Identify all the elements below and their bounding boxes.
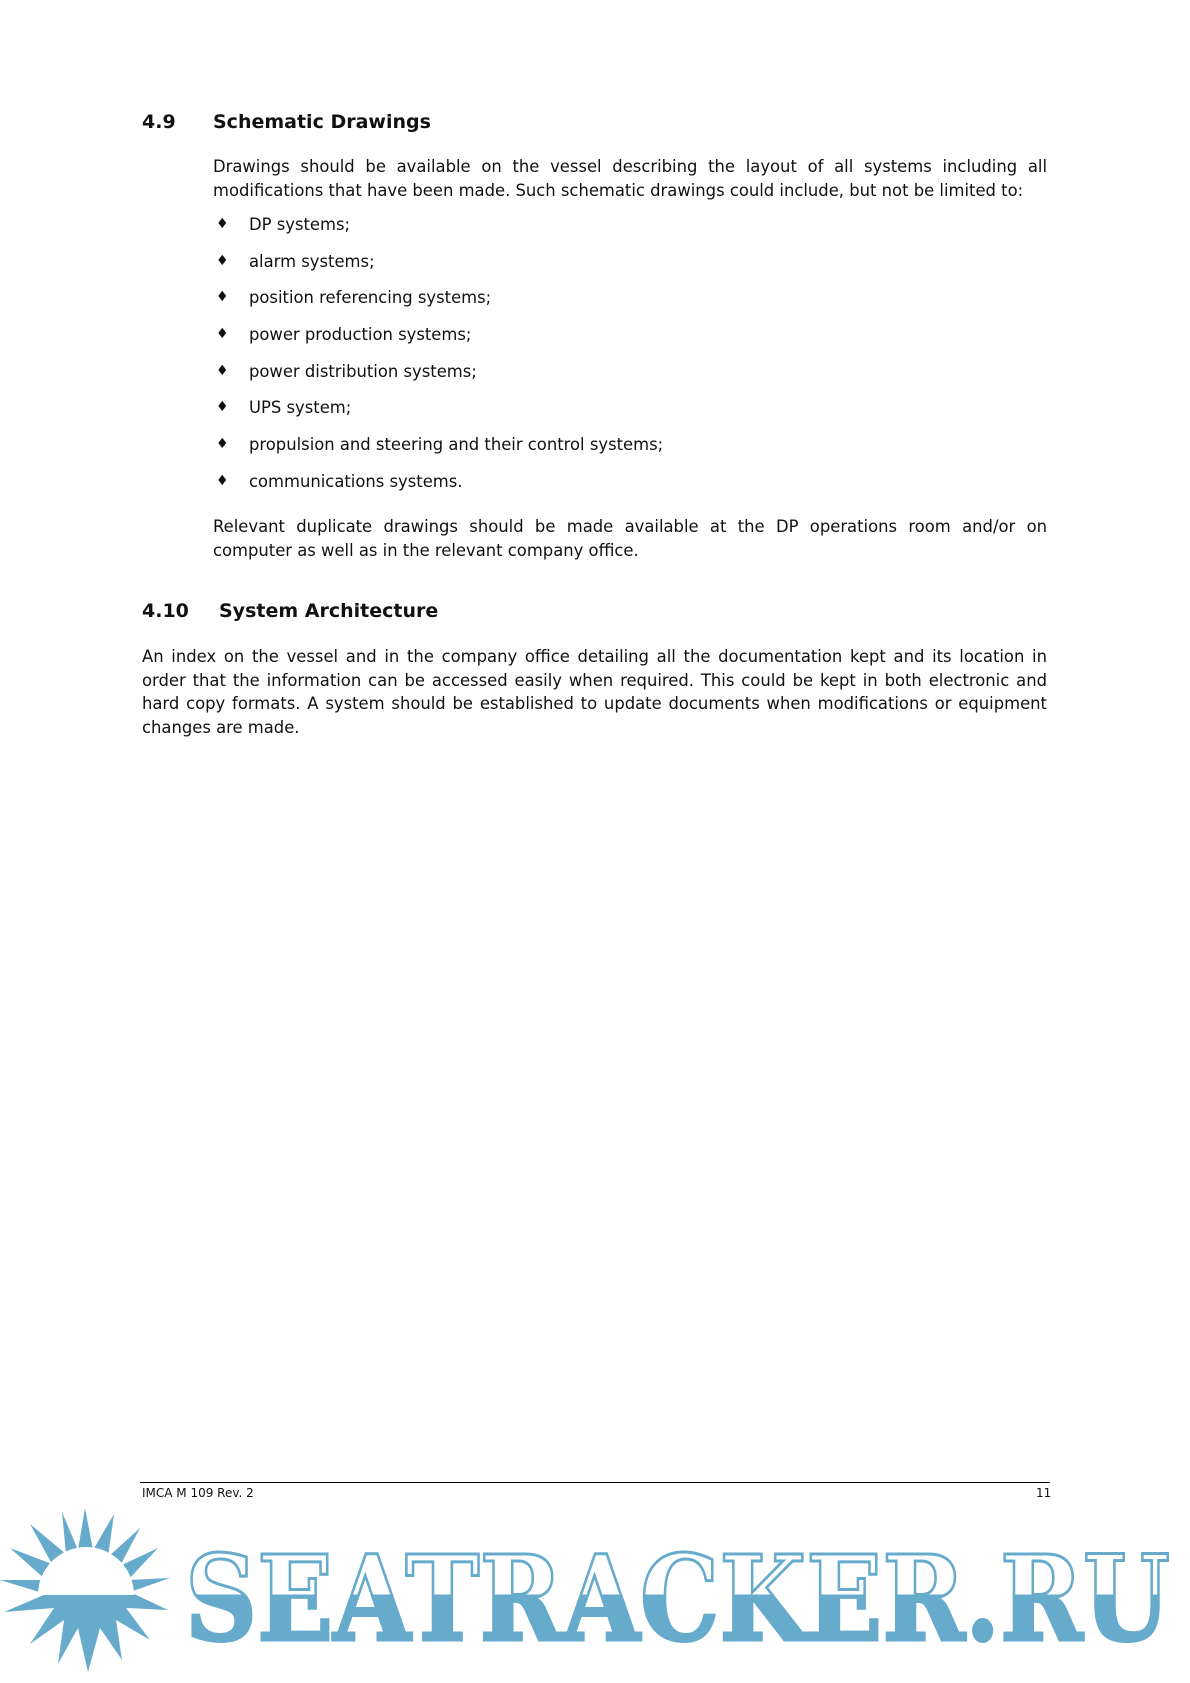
diamond-bullet-icon: ♦ — [216, 252, 229, 269]
diamond-bullet-icon: ♦ — [216, 289, 229, 306]
footer-page-number: 11 — [1036, 1486, 1052, 1500]
list-item — [213, 323, 663, 360]
diamond-bullet-icon: ♦ — [216, 399, 229, 416]
list-item — [213, 360, 663, 397]
list-item-text: propulsion and steering and their control systems; — [249, 435, 664, 455]
list-item-text: power production systems; — [249, 325, 472, 345]
watermark-logo — [0, 1500, 1190, 1683]
list-item-text: alarm systems; — [249, 251, 375, 271]
list-item — [213, 250, 663, 287]
section-number: 4.10 — [142, 600, 189, 622]
architecture-paragraph: An index on the vessel and in the company office detailing all the documentation kept and its location in order that the information can be accessed easily when required. This could be kept in both electronic and hard copy formats. A system should be established to update documents when modifications or equipment changes are made. — [142, 647, 1047, 737]
intro-paragraph: Drawings should be available on the vessel describing the layout of all systems including all modifications that have been made. Such schematic drawings could include, but not be limited to: — [213, 157, 1047, 200]
section-title: Schematic Drawings — [213, 111, 431, 133]
schematic-list — [213, 213, 663, 507]
list-item — [213, 470, 663, 507]
list-item-text: communications systems. — [249, 471, 463, 491]
watermark-text: SEATRACKER.RU — [185, 1529, 1170, 1668]
list-item — [213, 433, 663, 470]
section-heading-4-9 — [142, 111, 431, 133]
section-title: System Architecture — [219, 600, 439, 622]
list-item-text: UPS system; — [249, 398, 352, 418]
diamond-bullet-icon: ♦ — [216, 216, 229, 232]
list-item — [213, 286, 663, 323]
section-heading-4-10 — [142, 600, 438, 622]
list-item-text: position referencing systems; — [249, 288, 492, 308]
list-item — [213, 396, 663, 433]
sun-icon — [0, 1508, 170, 1672]
list-item-text: power distribution systems; — [249, 361, 477, 381]
diamond-bullet-icon: ♦ — [216, 472, 229, 489]
footer-divider — [140, 1482, 1050, 1483]
diamond-bullet-icon: ♦ — [216, 326, 229, 343]
closing-paragraph: Relevant duplicate drawings should be made available at the DP operations room and/or on computer as well as in the relevant company office. — [213, 517, 1047, 560]
diamond-bullet-icon: ♦ — [216, 362, 229, 379]
diamond-bullet-icon: ♦ — [216, 436, 229, 453]
list-item-text: DP systems; — [249, 215, 351, 234]
footer-doc-ref: IMCA M 109 Rev. 2 — [142, 1486, 254, 1500]
section-number: 4.9 — [142, 111, 176, 133]
list-item — [213, 213, 663, 250]
